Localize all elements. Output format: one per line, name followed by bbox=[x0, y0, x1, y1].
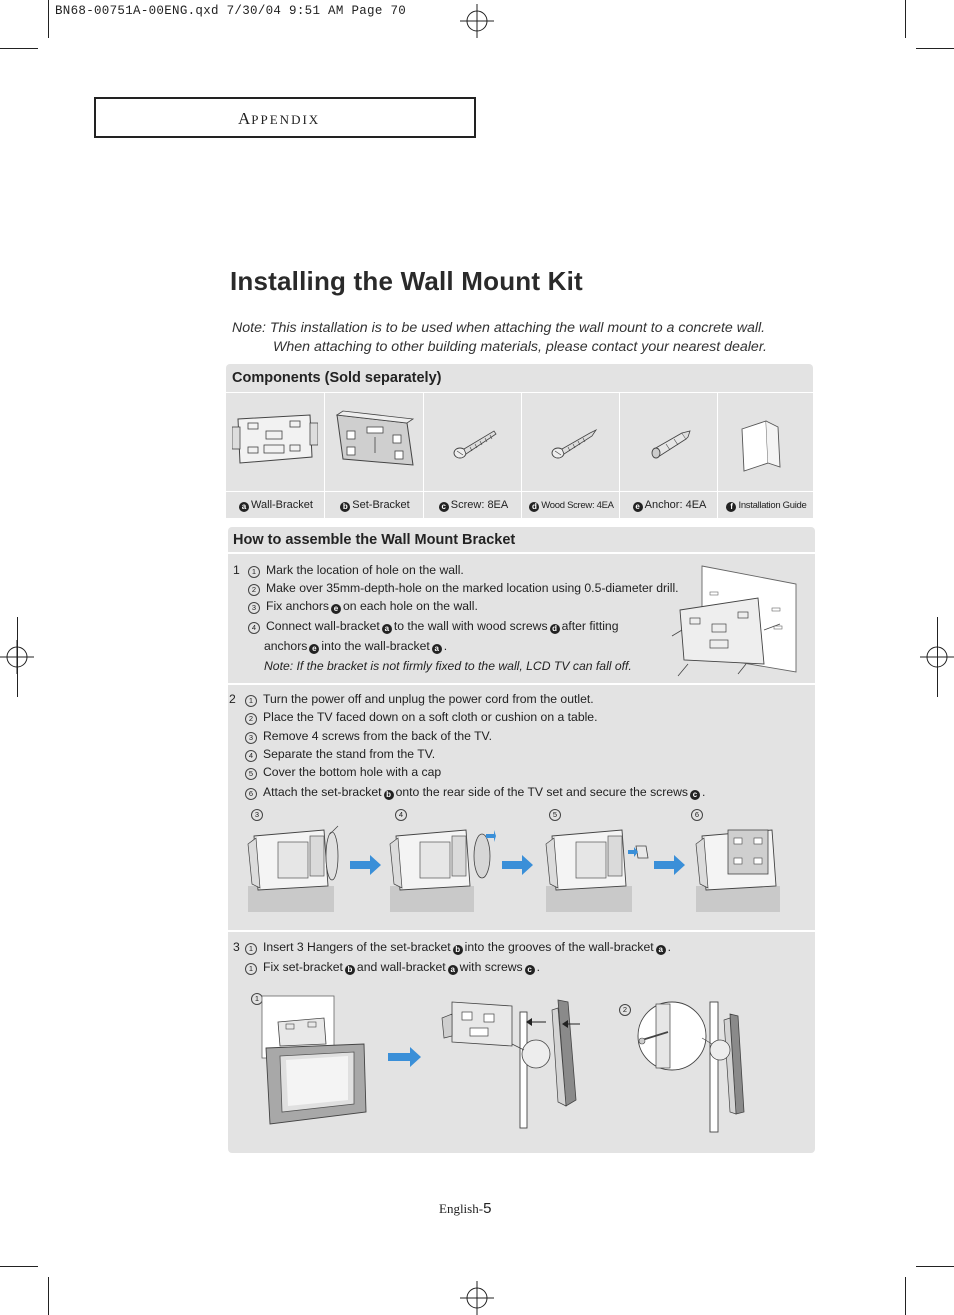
part-badge: c bbox=[690, 790, 700, 800]
intro-note bbox=[232, 319, 767, 357]
section-initial: A bbox=[238, 109, 252, 128]
component-wood-screw bbox=[522, 393, 619, 518]
step1-line-2 bbox=[248, 581, 679, 596]
crop-mark bbox=[916, 1266, 954, 1267]
component-wall-bracket bbox=[226, 393, 324, 518]
step-text: Cover the bottom hole with a cap bbox=[263, 765, 442, 779]
circled-number: 2 bbox=[245, 713, 257, 725]
component-label-text: Installation Guide bbox=[738, 500, 807, 511]
screw-icon bbox=[450, 427, 500, 463]
arrow-right-icon bbox=[388, 1046, 422, 1068]
components-grid bbox=[226, 393, 813, 518]
circled-number: 2 bbox=[248, 584, 260, 596]
figure-label bbox=[395, 806, 413, 821]
circled-number: 4 bbox=[248, 622, 260, 634]
component-badge: b bbox=[340, 502, 350, 512]
part-badge: a bbox=[656, 945, 666, 955]
step-text: Place the TV faced down on a soft cloth or cushion on a table. bbox=[263, 710, 598, 724]
step-text: . bbox=[536, 960, 541, 974]
step2-number: 2 bbox=[229, 692, 236, 706]
step3-line-1 bbox=[245, 940, 671, 955]
step2-line-1 bbox=[245, 692, 594, 707]
assembly-header-divider bbox=[228, 552, 815, 554]
step-text: Separate the stand from the TV. bbox=[263, 747, 436, 761]
wall-bracket-mounted-illustration bbox=[668, 564, 798, 678]
component-badge: f bbox=[726, 502, 736, 512]
step-text: into the grooves of the wall-bracket bbox=[464, 940, 654, 954]
step-text: with screws bbox=[459, 960, 523, 974]
tv-remove-screws-illustration bbox=[244, 824, 344, 914]
tv-separate-stand-illustration bbox=[386, 824, 496, 914]
step-text: . bbox=[443, 639, 448, 653]
component-label-text: Screw: 8EA bbox=[450, 499, 509, 511]
page-footer bbox=[439, 1200, 491, 1217]
step1-note: Note: If the bracket is not firmly fixed to the wall, LCD TV can fall off. bbox=[264, 659, 632, 673]
crop-mark bbox=[905, 1277, 906, 1315]
circled-number: 3 bbox=[251, 809, 263, 821]
step3-number: 3 bbox=[233, 940, 240, 954]
step1-line-4-cont bbox=[264, 639, 447, 654]
step1-line-3 bbox=[248, 599, 478, 614]
step2-line-2 bbox=[245, 710, 597, 725]
anchor-icon bbox=[648, 427, 694, 461]
assembly-heading: How to assemble the Wall Mount Bracket bbox=[233, 532, 516, 548]
footer-language: English- bbox=[439, 1201, 484, 1216]
page-title: Installing the Wall Mount Kit bbox=[230, 266, 583, 296]
part-badge: a bbox=[382, 624, 392, 634]
step-text: Fix anchors bbox=[266, 599, 329, 613]
component-label bbox=[226, 499, 324, 512]
figure-label bbox=[251, 806, 269, 821]
part-badge: d bbox=[550, 624, 560, 634]
component-installation-guide bbox=[718, 393, 813, 518]
crop-mark bbox=[17, 617, 18, 697]
part-badge: e bbox=[331, 604, 341, 614]
circled-number: 1 bbox=[245, 943, 257, 955]
component-label bbox=[522, 500, 619, 512]
crop-mark bbox=[48, 0, 49, 38]
step2-line-3 bbox=[245, 729, 492, 744]
print-header: BN68-00751A-00ENG.qxd 7/30/04 9:51 AM Page 70 bbox=[55, 4, 407, 18]
circled-number: 1 bbox=[248, 566, 260, 578]
step2-line-5 bbox=[245, 765, 441, 780]
component-badge: a bbox=[239, 502, 249, 512]
step-divider bbox=[228, 683, 815, 685]
component-label-text: Wood Screw: 4EA bbox=[541, 500, 614, 511]
step-text: Fix set-bracket bbox=[263, 960, 343, 974]
circled-number: 5 bbox=[245, 768, 257, 780]
component-label-text: Anchor: 4EA bbox=[644, 499, 707, 511]
page-number: 5 bbox=[483, 1200, 492, 1217]
figure-label bbox=[549, 806, 567, 821]
hanger-insert-side-illustration bbox=[440, 996, 600, 1130]
part-badge: c bbox=[525, 965, 535, 975]
component-label bbox=[718, 500, 813, 512]
tv-hanging-on-wall-illustration bbox=[258, 994, 370, 1126]
part-badge: b bbox=[345, 965, 355, 975]
step-text: Turn the power off and unplug the power cord from the outlet. bbox=[263, 692, 594, 706]
crop-mark bbox=[0, 48, 38, 49]
crop-mark bbox=[905, 0, 906, 38]
component-badge: c bbox=[439, 502, 449, 512]
step-text: Remove 4 screws from the back of the TV. bbox=[263, 729, 492, 743]
step-text: Make over 35mm-depth-hole on the marked location using 0.5-diameter drill. bbox=[266, 581, 679, 595]
section-header-box bbox=[94, 97, 476, 138]
circled-number: 1 bbox=[245, 695, 257, 707]
arrow-right-icon bbox=[502, 854, 534, 876]
intro-note-line1: Note: This installation is to be used when attaching the wall mount to a concrete wall. bbox=[232, 320, 766, 336]
circled-number: 3 bbox=[245, 732, 257, 744]
part-badge: b bbox=[453, 945, 463, 955]
step-text: Connect wall-bracket bbox=[266, 619, 380, 633]
component-badge: e bbox=[633, 502, 643, 512]
component-badge: d bbox=[529, 502, 539, 512]
step-text: into the wall-bracket bbox=[321, 639, 430, 653]
component-set-bracket bbox=[325, 393, 423, 518]
step1-line-1 bbox=[248, 563, 464, 578]
intro-note-line2: When attaching to other building materials, please contact your nearest dealer. bbox=[273, 339, 767, 355]
step-text: Insert 3 Hangers of the set-bracket bbox=[263, 940, 451, 954]
part-badge: a bbox=[432, 644, 442, 654]
components-header bbox=[226, 364, 813, 392]
component-screw bbox=[424, 393, 521, 518]
step-divider bbox=[228, 930, 815, 932]
guide-icon bbox=[738, 419, 786, 475]
section-rest: PPENDIX bbox=[251, 112, 321, 127]
step1-number: 1 bbox=[233, 563, 240, 577]
component-label bbox=[424, 499, 521, 512]
part-badge: a bbox=[448, 965, 458, 975]
components-heading: Components (Sold separately) bbox=[232, 370, 442, 386]
circled-number: 6 bbox=[245, 788, 257, 800]
crop-mark bbox=[937, 617, 938, 697]
registration-mark-icon bbox=[460, 1281, 494, 1315]
circled-number: 1 bbox=[251, 993, 263, 1005]
circled-number: 4 bbox=[395, 809, 407, 821]
component-label-text: Wall-Bracket bbox=[251, 499, 313, 511]
tv-cover-hole-illustration bbox=[542, 824, 652, 914]
figure-label bbox=[691, 806, 709, 821]
circled-number: 3 bbox=[248, 602, 260, 614]
arrow-right-icon bbox=[350, 854, 382, 876]
step3-line-2 bbox=[245, 960, 540, 975]
component-label-text: Set-Bracket bbox=[352, 499, 410, 511]
circled-number: 2 bbox=[619, 1004, 631, 1016]
step-text: . bbox=[667, 940, 672, 954]
circled-number: 5 bbox=[549, 809, 561, 821]
tv-attach-set-bracket-illustration bbox=[692, 824, 788, 914]
step-text: Attach the set-bracket bbox=[263, 785, 382, 799]
step2-line-4 bbox=[245, 747, 435, 762]
fix-screws-side-illustration bbox=[632, 996, 752, 1136]
step-text: and wall-bracket bbox=[356, 960, 446, 974]
wall-bracket-icon bbox=[232, 407, 318, 467]
crop-mark bbox=[0, 1266, 38, 1267]
step-text: anchors bbox=[264, 639, 308, 653]
set-bracket-icon bbox=[333, 407, 417, 471]
arrow-right-icon bbox=[654, 854, 686, 876]
step2-line-6 bbox=[245, 785, 705, 800]
step-text: to the wall with wood screws bbox=[393, 619, 548, 633]
crop-mark bbox=[916, 48, 954, 49]
component-label bbox=[325, 499, 423, 512]
registration-mark-icon bbox=[460, 4, 494, 38]
step-text: after fitting bbox=[561, 619, 619, 633]
section-label bbox=[238, 109, 320, 129]
component-label bbox=[620, 499, 717, 512]
circled-number: 1 bbox=[245, 963, 257, 975]
step-text: . bbox=[702, 785, 706, 799]
step1-line-4 bbox=[248, 619, 618, 634]
circled-number: 4 bbox=[245, 750, 257, 762]
step-text: onto the rear side of the TV set and secure the screws bbox=[395, 785, 688, 799]
part-badge: b bbox=[384, 790, 394, 800]
step-text: on each hole on the wall. bbox=[343, 599, 478, 613]
circled-number: 6 bbox=[691, 809, 703, 821]
components-divider bbox=[226, 491, 813, 492]
step-text: Mark the location of hole on the wall. bbox=[266, 563, 464, 577]
part-badge: e bbox=[309, 644, 319, 654]
component-anchor bbox=[620, 393, 717, 518]
wood-screw-icon bbox=[548, 427, 598, 463]
crop-mark bbox=[48, 1277, 49, 1315]
